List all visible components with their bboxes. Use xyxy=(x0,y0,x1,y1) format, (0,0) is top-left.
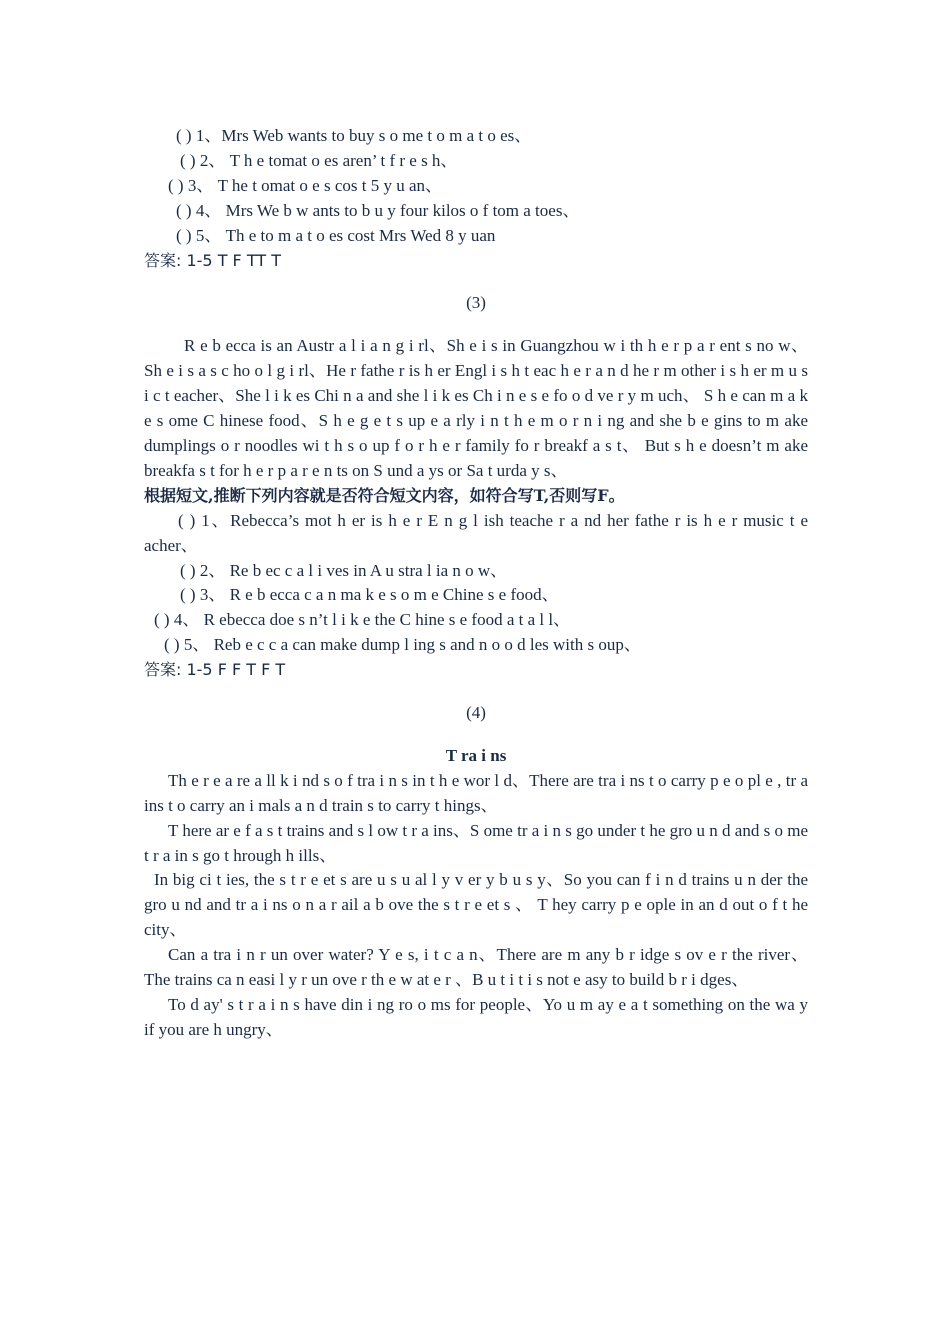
question-2-4: ( ) 4、 Mrs We b w ants to b u y four kilos o f tom a toes、 xyxy=(176,200,580,220)
passage-4-paragraph-3: In big ci t ies, the s t r e et s are u s u al l y v er y b u s y、So you can f i n d trains u n der the gro u nd and tr a i ns o n a r ail a b ove the s t r e et s 、 T hey carry p e ople in an d out o f t he city、 xyxy=(144,870,808,940)
question-3-3: ( ) 3、 R e b ecca c a n ma k e s o m e Chine s e food、 xyxy=(180,585,559,605)
question-2-2: ( ) 2、 T h e tomat o es aren’ t f r e s h、 xyxy=(180,150,458,170)
passage-4-title: T ra i ns xyxy=(445,745,507,765)
question-3-4: ( ) 4、 R ebecca doe s n’t l i k e the C hine s e food a t a l l、 xyxy=(154,610,571,630)
section-3-heading: (3) xyxy=(466,293,486,313)
question-3-1: ( ) 1、Rebecca’s mot h er is h e r E n g l ish teache r a nd her fathe r is h e r music t e acher、 xyxy=(144,510,808,555)
passage-4-paragraph-1: Th e r e a re a ll k i nd s o f tra i n s in t h e wor l d、There are tra i ns t o carry p e o pl e , tr a ins t o carry an i mals a n d train s to carry t hings、 xyxy=(144,770,808,815)
answer-key-3: 答案: 1-5 F F T F T xyxy=(144,660,286,680)
question-2-1: ( ) 1、Mrs Web wants to buy s o me t o m a t o es、 xyxy=(176,126,532,145)
passage-4-paragraph-2: T here ar e f a s t trains and s l ow t r a ins、S ome tr a i n s go under t he gro u n d and s o me t r a in s go t hrough h ills、 xyxy=(144,820,808,865)
question-2-5: ( ) 5、 Th e to m a t o es cost Mrs Wed 8 y uan xyxy=(176,225,496,245)
passage-3: R e b ecca is an Austr a l i a n g i rl、Sh e i s in Guangzhou w i th h e r p a r ent s no w、Sh e i s a s c ho o l g i rl、He r fathe r is h er Engl i s h t eac h e r a n d he r m other i s h er m u s i c t eacher、She l i k es Chi n a and she l i k es Ch i n e s e fo o d ve r y m uch、 S h e can m a k e s ome C hinese food、S h e g e t s up e a rly i n t h e m o r n i ng and she b e gins to m ake dumplings o r noodles wi t h s o up f o r h e r family fo r breakf a s t、 But s h e doesn’t m ake breakfa s t for h e r p a r e n ts on S und a ys or Sa t urda y s、 xyxy=(144,336,808,480)
instruction-3: 根据短文,推断下列内容就是否符合短文内容，如符合写T,否则写F。 xyxy=(144,485,625,505)
question-3-2: ( ) 2、 Re b ec c a l i ves in A u stra l ia n o w、 xyxy=(180,560,508,580)
answer-key-2: 答案: 1-5 T F TT T xyxy=(144,250,281,270)
question-2-3: ( ) 3、 T he t omat o e s cos t 5 y u an、 xyxy=(168,175,443,195)
question-3-5: ( ) 5、 Reb e c c a can make dump l ing s and n o o d les with s oup、 xyxy=(164,635,641,655)
passage-4-paragraph-4: Can a tra i n r un over water? Y e s, i t c a n、There are m any b r idge s ov e r the river、 The trains ca n easi l y r un ove r th e w at e r 、B u t i t i s not e asy to build b r i dges、 xyxy=(144,945,808,990)
section-4-heading: (4) xyxy=(466,703,486,723)
passage-4-paragraph-5: To d ay' s t r a i n s have din i ng ro o ms for people、Yo u m ay e a t something on the wa y if you are h ungry、 xyxy=(144,995,808,1039)
document-content xyxy=(144,124,808,1043)
